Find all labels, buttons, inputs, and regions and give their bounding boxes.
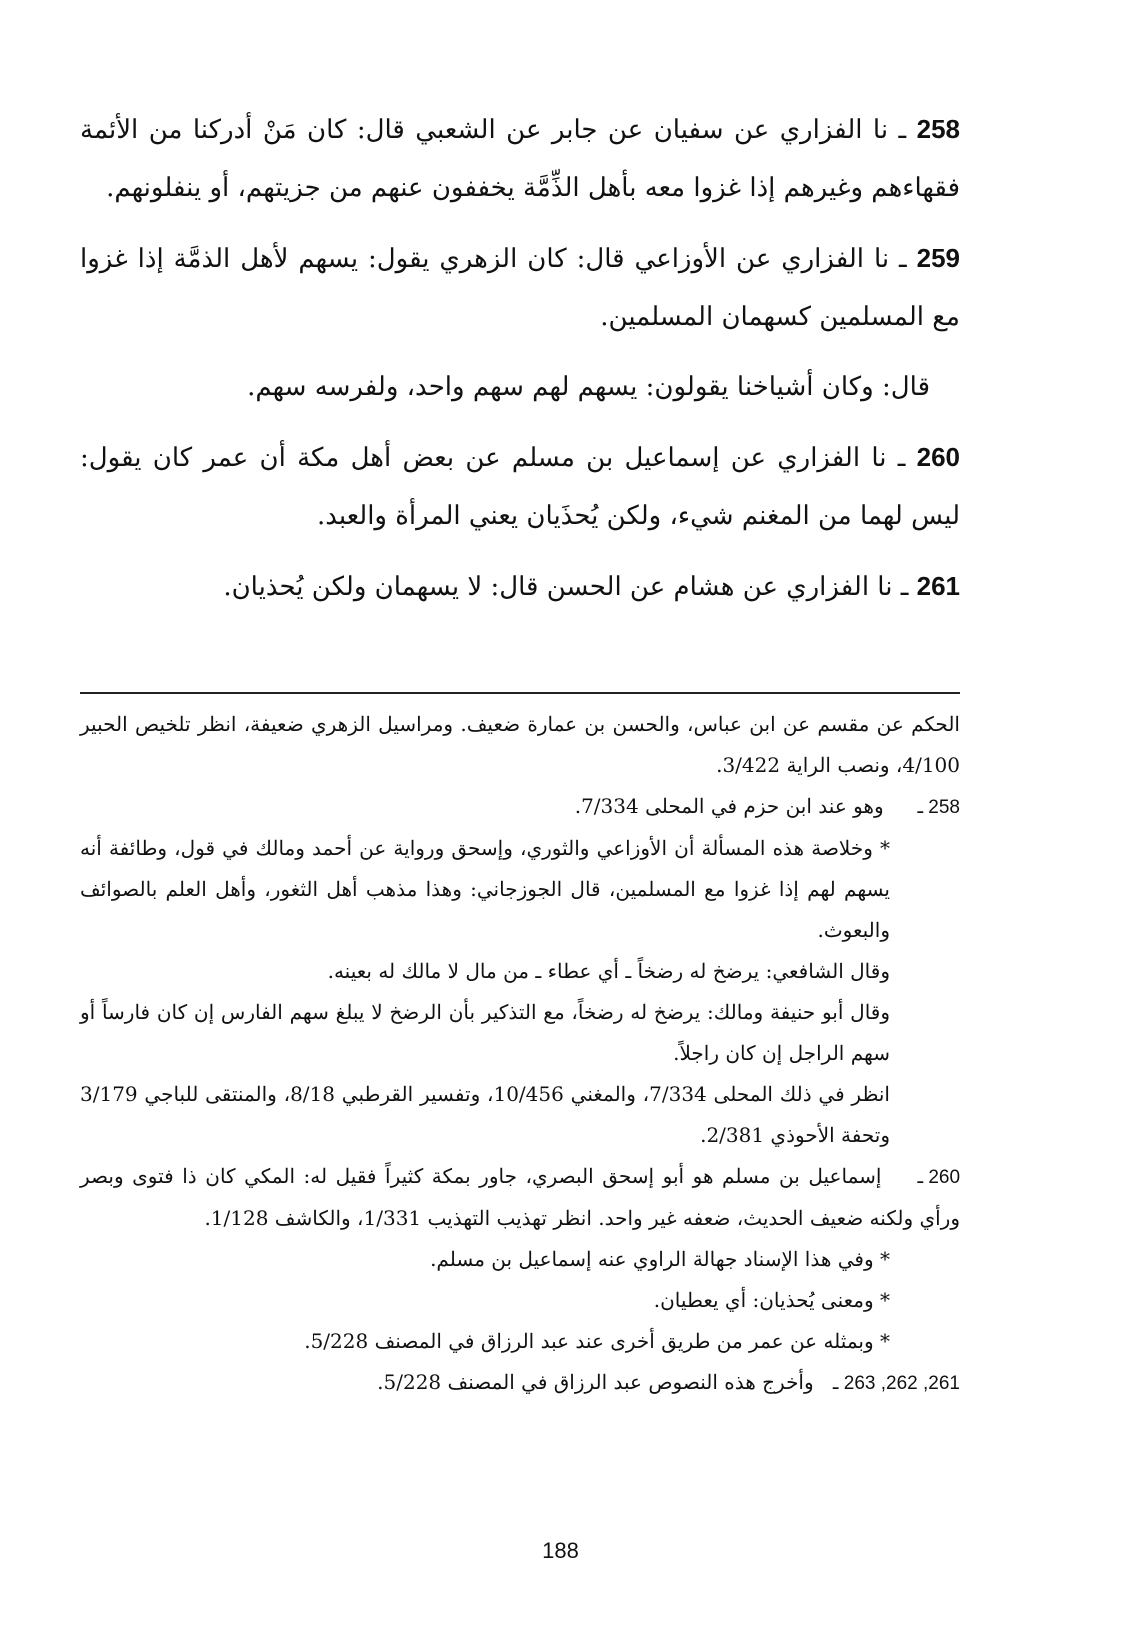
footnote-text: وقال أبو حنيفة ومالك: يرضخ له رضخاً، مع التذكير بأن الرضخ لا يبلغ سهم الفارس إن كان فارساً أو سهم الراجل إن كان راجلاً. — [80, 1000, 891, 1065]
footnote — [80, 1280, 960, 1321]
footnotes — [80, 704, 960, 1404]
footnote-261-263 — [80, 1362, 960, 1404]
paragraph-number: 258 — [916, 114, 960, 144]
footnote-ref: 261, 262, 263 ـ — [832, 1373, 960, 1394]
footnote-text: * وفي هذا الإسناد جهالة الراوي عنه إسماعيل بن مسلم. — [430, 1247, 890, 1271]
footnote-text: وأخرج هذه النصوص عبد الرزاق في المصنف 5/228. — [377, 1370, 814, 1394]
footnote-text: * وبمثله عن عمر من طريق أخرى عند عبد الرزاق في المصنف 5/228. — [304, 1329, 890, 1353]
footnote-ref: 260 ـ — [917, 1167, 961, 1188]
footnote-text: وقال الشافعي: يرضخ له رضخاً ـ أي عطاء ـ من مال لا مالك له بعينه. — [327, 959, 890, 983]
footnote-text: * ومعنى يُحذيان: أي يعطيان. — [653, 1288, 890, 1312]
paragraph-number: 259 — [916, 243, 961, 273]
paragraph-number: 260 — [916, 442, 961, 472]
footnote-text: انظر في ذلك المحلى 7/334، والمغني 10/456، وتفسير القرطبي 8/18، والمنتقى للباجي 3/179 وتحفة الأحوذي 2/381. — [80, 1082, 890, 1147]
footnote — [80, 704, 960, 786]
footnote-text: الحكم عن مقسم عن ابن عباس، والحسن بن عمارة ضعيف. ومراسيل الزهري ضعيفة، انظر تلخيص الحبير 4/100، ونصب الراية 3/422. — [80, 712, 960, 777]
paragraph-text: ـ نا الفزاري عن سفيان عن جابر عن الشعبي قال: كان مَنْ أدركنا من الأئمة فقهاءهم وغيرهم إذا غزوا معه بأهل الذِّمَّة يخففون عنهم من جزيتهم، أو ينفلونهم. — [80, 115, 960, 203]
paragraph-number: 261 — [916, 571, 960, 601]
page-number: 188 — [542, 1538, 579, 1563]
main-text — [80, 100, 960, 628]
footnote — [80, 1321, 960, 1362]
footnote — [80, 951, 960, 992]
paragraph-260 — [80, 428, 960, 545]
footnote-258 — [80, 786, 960, 828]
paragraph-258 — [80, 100, 960, 217]
footnote-text: إسماعيل بن مسلم هو أبو إسحق البصري، جاور بمكة كثيراً فقيل له: المكي كان ذا فتوى وبصر ورأي ولكنه ضعيف الحديث، ضعفه غير واحد. انظر تهذيب التهذيب 1/331، والكاشف 1/128. — [80, 1164, 960, 1230]
footnote — [80, 1239, 960, 1280]
paragraph-text: ـ نا الفزاري عن الأوزاعي قال: كان الزهري يقول: يسهم لأهل الذمَّة إذا غزوا مع المسلمين كسهمان المسلمين. — [80, 244, 960, 332]
footnote-text: وهو عند ابن حزم في المحلى 7/334. — [574, 794, 884, 818]
footnote-divider — [80, 692, 960, 694]
footnote — [80, 1074, 960, 1156]
paragraph-259 — [80, 229, 960, 346]
paragraph-261 — [80, 557, 960, 616]
paragraph-text: ـ نا الفزاري عن إسماعيل بن مسلم عن بعض أهل مكة أن عمر كان يقول: ليس لهما من المغنم شيء، ولكن يُحذَيان يعني المرأة والعبد. — [80, 443, 960, 531]
footnote-260 — [80, 1156, 960, 1239]
footnote-ref: 258 ـ — [917, 797, 960, 818]
footnote — [80, 828, 960, 951]
paragraph-text: ـ نا الفزاري عن هشام عن الحسن قال: لا يسهمان ولكن يُحذيان. — [223, 572, 909, 602]
paragraph-text: قال: وكان أشياخنا يقولون: يسهم لهم سهم واحد، ولفرسه سهم. — [247, 372, 930, 402]
footnote-text: * وخلاصة هذه المسألة أن الأوزاعي والثوري، وإسحق ورواية عن أحمد ومالك في قول، وطائفة أنه يسهم لهم إذا غزوا مع المسلمين، قال الجوزجاني: وهذا مذهب أهل الثغور، وأهل العلم بالصوائف والبعوث. — [80, 836, 890, 942]
paragraph-259-continued — [80, 358, 960, 416]
footnote — [80, 992, 960, 1074]
